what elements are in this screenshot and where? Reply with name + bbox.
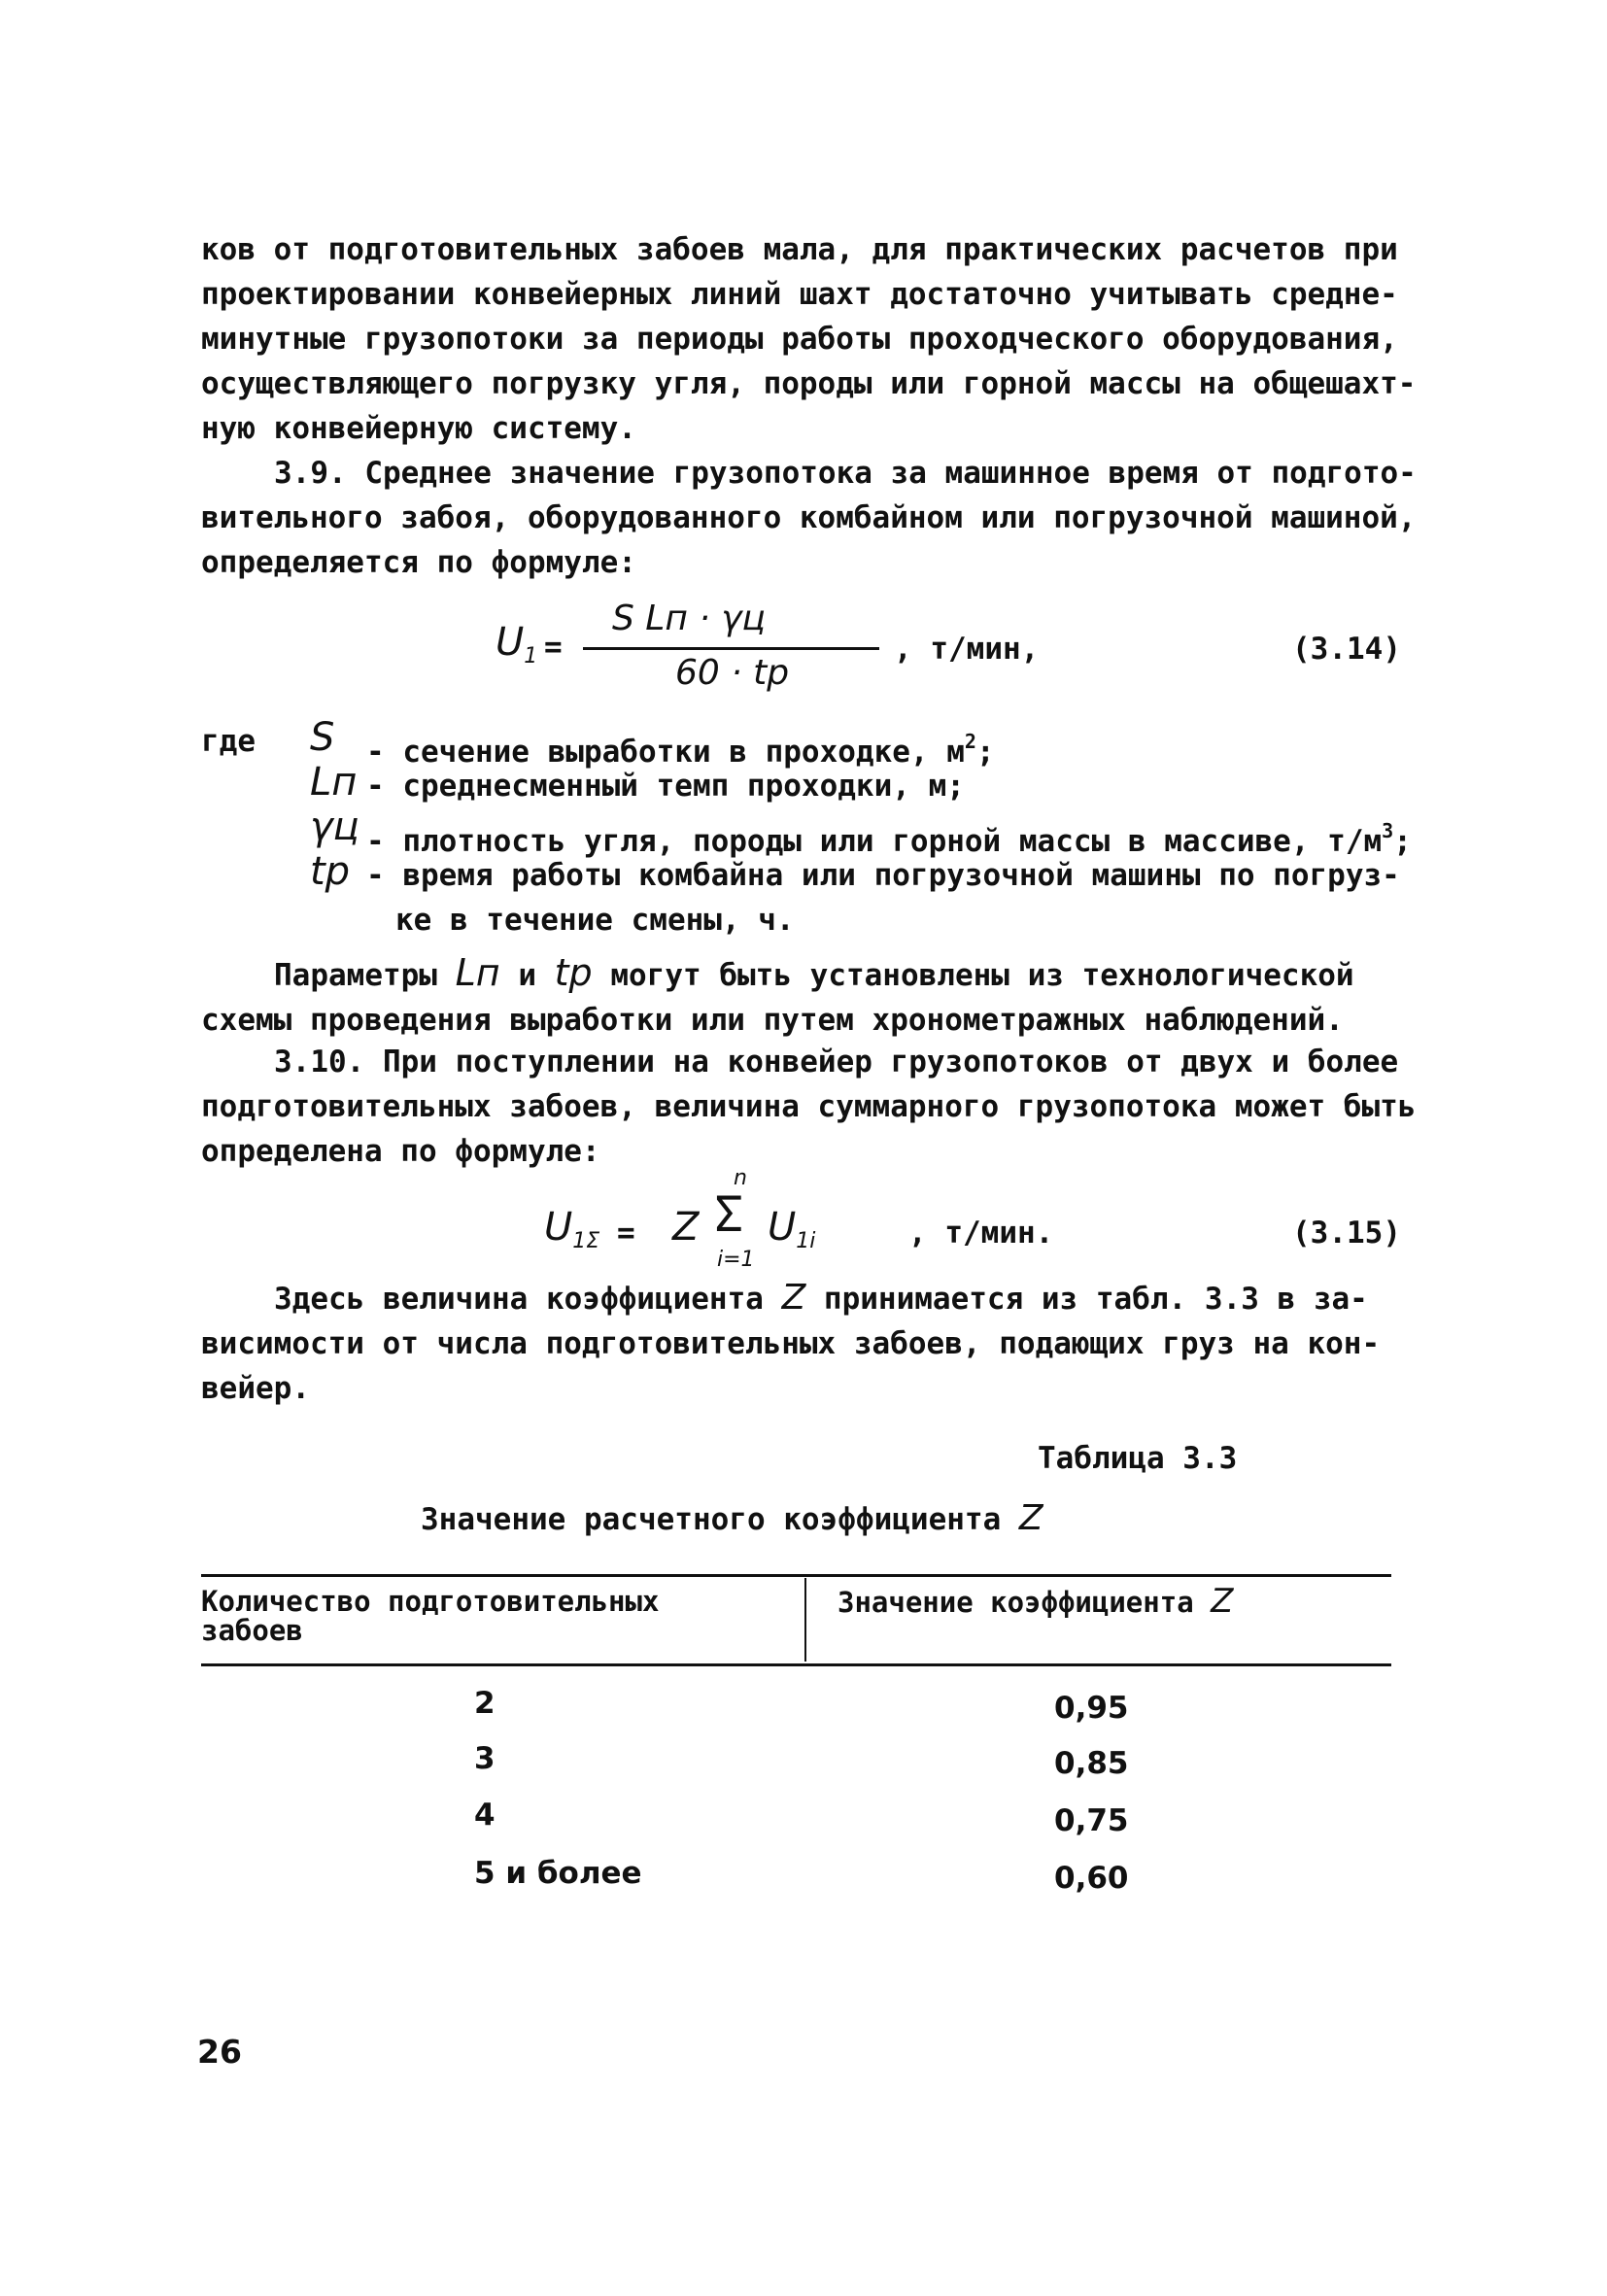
table-header-rule xyxy=(201,1663,1391,1666)
cell-count: 2 xyxy=(474,1686,496,1721)
fraction-bar xyxy=(583,647,879,650)
definition-item xyxy=(201,849,1425,898)
table-caption: Значение расчетного коэффициента Z xyxy=(421,1498,1043,1538)
section-3-10 xyxy=(201,1040,1420,1174)
text-line: определена по формуле: xyxy=(201,1134,600,1169)
text-line: ков от подготовительных забоев мала, для практических расчетов при xyxy=(201,232,1398,267)
text-line: 3.9. Среднее значение грузопотока за машинное время от подгото- xyxy=(274,456,1417,491)
column-divider xyxy=(804,1578,806,1662)
intro-paragraph xyxy=(201,227,1420,451)
text-line: минутные грузопотоки за периоды работы проходческого оборудования, xyxy=(201,322,1398,357)
header-count: Количество подготовительных забоев xyxy=(201,1585,660,1647)
definition-item xyxy=(201,805,1425,859)
definition-text: - сечение выработки в проходке, $м^2$; xyxy=(366,730,995,770)
formula-unit: , т/мин. xyxy=(908,1216,1054,1251)
definition-text: - среднесменный темп проходки, м; xyxy=(366,769,965,804)
formula-numerator: S Lп · γц xyxy=(612,599,767,638)
formula-number: (3.15) xyxy=(1292,1216,1401,1251)
definition-item xyxy=(201,715,1425,770)
text-line: проектировании конвейерных линий шахт достаточно учитывать средне- xyxy=(201,277,1398,312)
symbol: γц xyxy=(310,805,359,849)
definition-text: - плотность угля, породы или горной массы в массиве, $т/м^3$; xyxy=(366,819,1412,859)
text-line: подготовительных забоев, величина суммарного грузопотока может быть xyxy=(201,1089,1417,1124)
definition-text: - время работы комбайна или погрузочной машины по погруз- xyxy=(366,858,1400,893)
formula-term: $U_{1i}$ xyxy=(768,1205,816,1253)
sum-sign: Σ xyxy=(714,1186,744,1243)
table-top-rule xyxy=(201,1574,1391,1577)
formula-eq: = xyxy=(617,1216,635,1251)
text-line: определяется по формуле: xyxy=(201,545,636,580)
symbol: Lп xyxy=(310,760,358,805)
text-line: Здесь величина коэффициента Z принимается из табл. 3.3 в за- xyxy=(274,1278,1368,1318)
cell-count: 5 и более xyxy=(474,1856,642,1891)
note-paragraph xyxy=(201,1276,1420,1411)
header-value: Значение коэффициента Z xyxy=(838,1582,1234,1621)
definition-continuation: ке в течение смены, ч. xyxy=(395,903,795,938)
cell-value: 0,85 xyxy=(1054,1746,1129,1781)
text-line: ную конвейерную систему. xyxy=(201,411,636,446)
formula-lhs: $U_{1\Sigma}$ xyxy=(544,1205,600,1253)
cell-count: 4 xyxy=(474,1798,496,1833)
formula-denominator: 60 · tр xyxy=(675,653,790,693)
cell-value: 0,75 xyxy=(1054,1803,1129,1838)
formula-number: (3.14) xyxy=(1292,632,1401,667)
text-line: вейер. xyxy=(201,1371,310,1406)
symbol: S xyxy=(310,715,335,760)
where-label: где xyxy=(201,724,256,759)
formula-lhs: $U_1$ xyxy=(496,620,538,668)
formula-unit: , т/мин, xyxy=(894,632,1040,667)
formula-coef: Z xyxy=(672,1205,700,1250)
text-line: вительного забоя, оборудованного комбайном или погрузочной машиной, xyxy=(201,500,1417,535)
params-paragraph xyxy=(201,950,1420,1043)
definition-item xyxy=(201,760,1425,808)
text-line: схемы проведения выработки или путем хронометражных наблюдений. xyxy=(201,1003,1344,1038)
text-line: осуществляющего погрузку угля, породы или горной массы на общешахт- xyxy=(201,366,1417,401)
text-line: висимости от числа подготовительных забоев, подающих груз на кон- xyxy=(201,1326,1381,1361)
definitions-list xyxy=(201,715,1425,942)
cell-value: 0,95 xyxy=(1054,1691,1129,1726)
section-3-9 xyxy=(201,451,1420,585)
cell-count: 3 xyxy=(474,1741,496,1776)
text-line: 3.10. При поступлении на конвейер грузопотоков от двух и более xyxy=(274,1045,1399,1079)
cell-value: 0,60 xyxy=(1054,1861,1129,1896)
formula-eq: = xyxy=(544,630,563,665)
symbol: tр xyxy=(310,849,351,894)
table-label: Таблица 3.3 xyxy=(1038,1441,1238,1476)
sum-lower: i=1 xyxy=(717,1248,755,1272)
sum-upper: n xyxy=(734,1166,747,1190)
page-number: 26 xyxy=(197,2033,242,2071)
text-line: Параметры Lп и tр могут быть установлены из технологической xyxy=(274,951,1354,994)
